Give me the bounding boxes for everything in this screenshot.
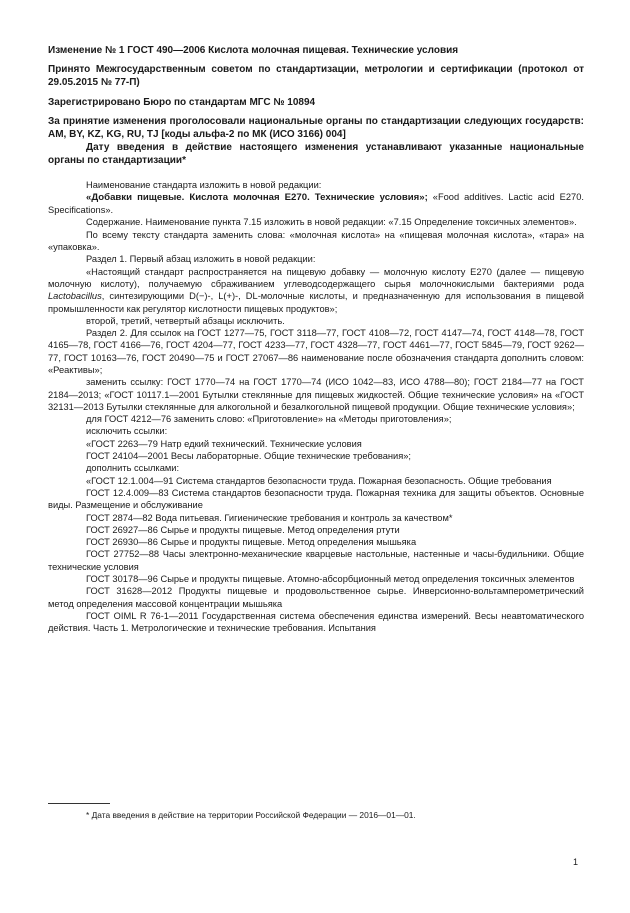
- paragraph: ГОСТ 30178—96 Сырье и продукты пищевые. Атомно-абсорбционный метод определения токсичных элементов: [86, 574, 575, 585]
- amendment-title: Изменение № 1 ГОСТ 490—2006 Кислота молочная пищевая. Технические условия: [48, 45, 459, 56]
- page-number: 1: [572, 857, 578, 867]
- paragraph: второй, третий, четвертый абзацы исключить.: [86, 315, 285, 326]
- paragraph: заменить ссылку: ГОСТ 1770—74 на ГОСТ 1770—74 (ИСО 1042—83, ИСО 4788—80); ГОСТ 2184—77 на ГОСТ 2184—2013; «ГОСТ 10117.1—2001 Бутылки стеклянные для пищевых жидкостей. Общие технические условия» на «ГОСТ 32131—2013 Бутылки стеклянные для алкогольной и безалкогольной пищевой продукции. Общие технические условия»;: [48, 377, 584, 412]
- document-body: [48, 44, 584, 635]
- adopted-statement: Принято Межгосударственным советом по стандартизации, метрологии и сертификации (протокол от 29.05.2015 № 77-П): [48, 64, 584, 89]
- paragraph: По всему тексту стандарта заменить слова: «молочная кислота» на «пищевая молочная кислота», «тара» на «упаковка».: [48, 229, 584, 253]
- paragraph: ГОСТ 27752—88 Часы электронно-механические кварцевые настольные, настенные и часы-будильники. Общие технические условия: [48, 549, 584, 572]
- footnote-divider: [48, 803, 110, 804]
- paragraph: ГОСТ 26930—86 Сырье и продукты пищевые. Метод определения мышьяка: [86, 537, 417, 548]
- paragraph: для ГОСТ 4212—76 заменить слово: «Приготовление» на «Методы приготовления»;: [86, 414, 452, 425]
- paragraph: Наименование стандарта изложить в новой редакции:: [86, 179, 322, 190]
- paragraph: ГОСТ 26927—86 Сырье и продукты пищевые. Метод определения ртути: [86, 524, 400, 535]
- paragraph: Раздел 1. Первый абзац изложить в новой редакции:: [86, 254, 316, 265]
- paragraph: ГОСТ 31628—2012 Продукты пищевые и продовольственное сырье. Инверсионно-вольтамперометрический метод определения массовой концентрации мышьяка: [48, 586, 584, 609]
- paragraph: [48, 266, 584, 315]
- paragraph: ГОСТ 2874—82 Вода питьевая. Гигиенические требования и контроль за качеством*: [86, 512, 453, 523]
- paragraph: [48, 191, 584, 217]
- paragraph: ГОСТ OIML R 76-1—2011 Государственная система обеспечения единства измерений. Весы неавтоматического действия. Часть 1. Метрологические и технические требования. Испытания: [48, 610, 584, 634]
- italic-genus: Lactobacillus: [48, 291, 102, 302]
- footnote: * Дата введения в действие на территории Российской Федерации — 2016—01—01.: [86, 810, 416, 820]
- registration-statement: Зарегистрировано Бюро по стандартам МГС № 10894: [48, 96, 316, 108]
- paragraph: «ГОСТ 12.1.004—91 Система стандартов безопасности труда. Пожарная безопасность. Общие требования: [86, 475, 552, 486]
- text-span: , синтезирующими D(−)-, L(+)-, DL-молочные кислоты, и предназначенную для использования в пищевой промышленности как регулятор кислотности пищевых продуктов»;: [48, 291, 584, 314]
- paragraph: ГОСТ 24104—2001 Весы лабораторные. Общие технические требования»;: [86, 451, 412, 462]
- paragraph: ГОСТ 12.4.009—83 Система стандартов безопасности труда. Пожарная техника для защиты объектов. Основные виды. Размещение и обслуживание: [48, 487, 584, 511]
- paragraph: дополнить ссылками:: [86, 463, 180, 474]
- paragraph: «ГОСТ 2263—79 Натр едкий технический. Технические условия: [86, 438, 362, 449]
- paragraph: Содержание. Наименование пункта 7.15 изложить в новой редакции: «7.15 Определение токсичных элементов».: [86, 217, 577, 228]
- new-title-bold: «Добавки пищевые. Кислота молочная Е270. Технические условия»;: [86, 191, 428, 203]
- text-span: «Настоящий стандарт распространяется на пищевую добавку — молочную кислоту Е270 (далее — пищевую молочную кислоту), получаемую сбраживанием углеводсодержащего сырья молочнокислыми бактериями рода: [48, 266, 584, 289]
- effective-date-statement: Дату введения в действие настоящего изменения устанавливают указанные национальные органы по стандартизации*: [48, 142, 584, 167]
- paragraph: исключить ссылки:: [86, 426, 168, 437]
- voting-statement: За принятие изменения проголосовали национальные органы по стандартизации следующих государств: AM, BY, KZ, KG, RU, TJ [коды альфа-2 по МК (ИСО 3166) 004]: [48, 115, 584, 141]
- paragraph: Раздел 2. Для ссылок на ГОСТ 1277—75, ГОСТ 3118—77, ГОСТ 4108—72, ГОСТ 4147—74, ГОСТ 4148—78, ГОСТ 4165—78, ГОСТ 4166—76, ГОСТ 4204—77, ГОСТ 4233—77, ГОСТ 4328—77, ГОСТ 4461—77, ГОСТ 5845—79, ГОСТ 9262—77, ГОСТ 10163—76, ГОСТ 20490—75 и ГОСТ 27067—86 наименование после обозначения стандарта дополнить словом: «Реактивы»;: [48, 328, 584, 375]
- new-title-english: «Food additives. Lactic acid E270. Specifications».: [48, 191, 584, 216]
